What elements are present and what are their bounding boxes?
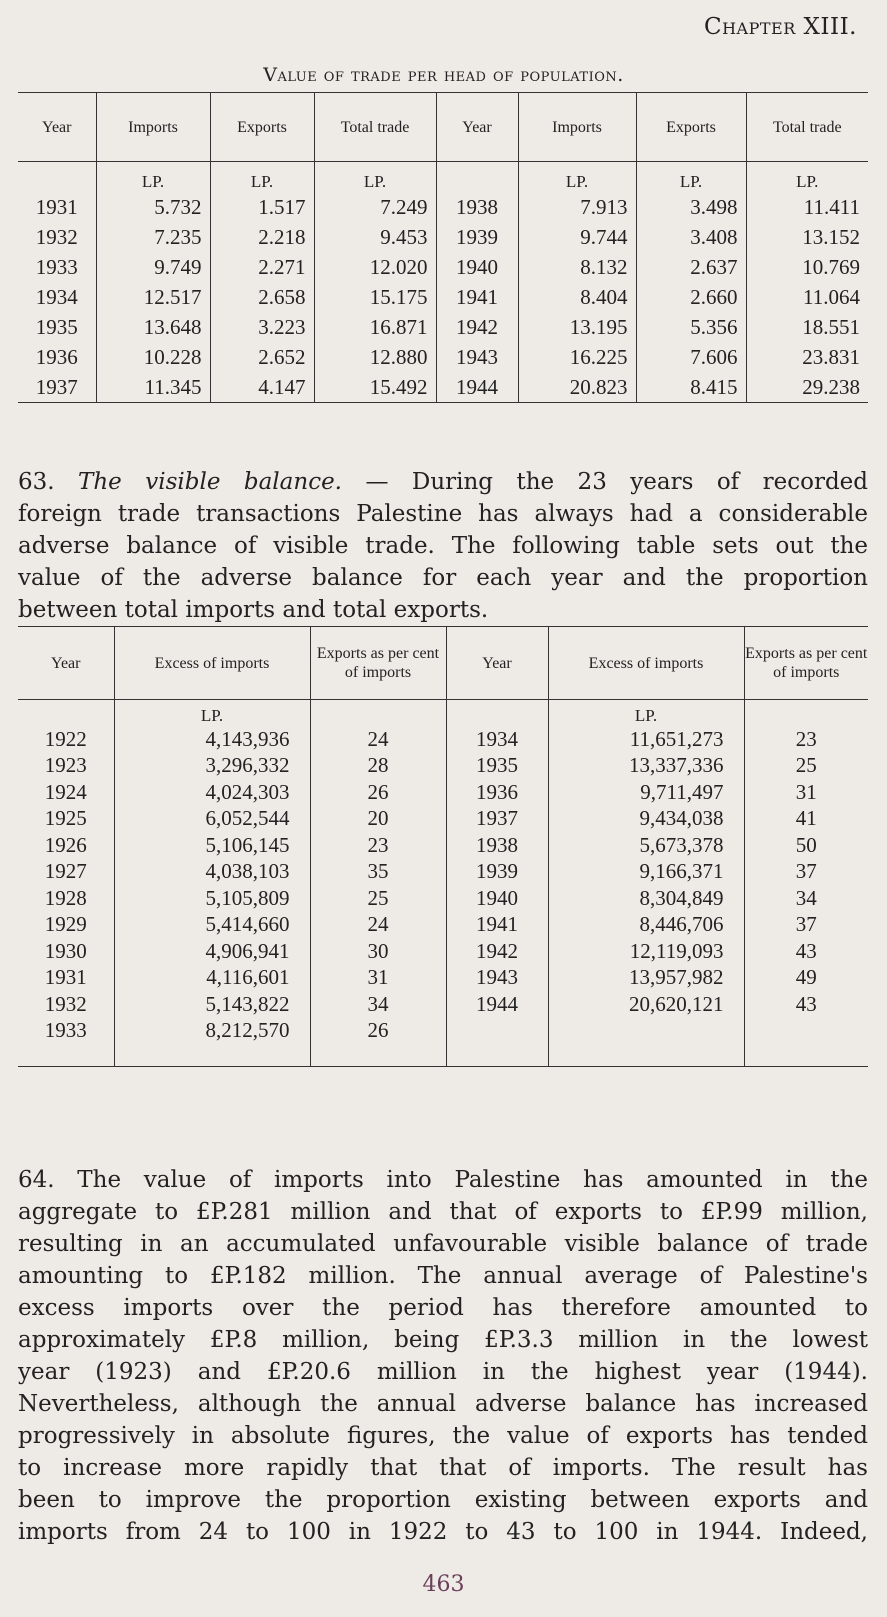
table-cell: [548, 1018, 744, 1045]
table-cell: 49: [744, 965, 868, 992]
table2-header-row: [18, 627, 868, 700]
table-cell: 2.660: [636, 282, 746, 312]
table-cell: 9.744: [518, 222, 636, 252]
table-cell: 1926: [44, 832, 87, 857]
table-cell: 1936: [35, 344, 78, 369]
table-cell: 1937: [446, 806, 548, 833]
table-cell: 18.551: [746, 312, 868, 342]
table-row: [18, 779, 868, 806]
col-header: Excess of imports: [548, 627, 744, 700]
unit-label: LP.: [746, 162, 868, 193]
paragraph-line: resulting in an accumulated unfavourable visible balance of trade: [18, 1231, 868, 1257]
table-cell: 50: [744, 832, 868, 859]
table-row: [18, 859, 868, 886]
table-cell: 4.147: [210, 372, 314, 403]
table1-header-row: [18, 93, 868, 162]
table-cell: 29.238: [746, 372, 868, 403]
table-cell: [446, 1018, 548, 1045]
table-cell: 1937: [18, 372, 96, 403]
paragraph-line: year (1923) and £P.20.6 million in the highest year (1944).: [18, 1359, 868, 1385]
table-cell: 1939: [446, 859, 548, 886]
table-cell: 3.223: [210, 312, 314, 342]
table-cell: 12.517: [96, 282, 210, 312]
col-header: Year: [436, 93, 518, 162]
table-cell: 13.648: [96, 312, 210, 342]
table-cell: 7.249: [314, 192, 436, 222]
paragraph-line: Nevertheless, although the annual adverse balance has increased: [18, 1391, 868, 1417]
table-cell: 10.769: [746, 252, 868, 282]
table-row: [18, 192, 868, 222]
table-cell: 35: [310, 859, 446, 886]
table-cell: 7.606: [636, 342, 746, 372]
unit-label: LP.: [96, 162, 210, 193]
table-cell: [744, 1018, 868, 1045]
table-cell: 11.345: [96, 372, 210, 403]
table-row: [18, 372, 868, 403]
paragraph-line: progressively in absolute figures, the value of exports has tended: [18, 1423, 868, 1449]
col-header: Exports as per cent of imports: [310, 627, 446, 700]
table-cell: 8,446,706: [548, 912, 744, 939]
table-cell: 8.415: [636, 372, 746, 403]
table-row: [18, 912, 868, 939]
table-cell: 9,711,497: [548, 779, 744, 806]
table-cell: 1924: [44, 779, 87, 804]
table-cell: 34: [310, 991, 446, 1018]
table-row: [18, 832, 868, 859]
table-cell: 2.652: [210, 342, 314, 372]
table-cell: 15.175: [314, 282, 436, 312]
paragraph-line: [18, 466, 868, 498]
table-cell: 1.517: [210, 192, 314, 222]
table-cell: 31: [744, 779, 868, 806]
col-header: Exports: [210, 93, 314, 162]
table-cell: 12.020: [314, 252, 436, 282]
table-cell: 12,119,093: [548, 938, 744, 965]
table-cell: 34: [744, 885, 868, 912]
table-cell: 11.064: [746, 282, 868, 312]
table-cell: 7.913: [518, 192, 636, 222]
table-cell: 1931: [35, 194, 78, 219]
col-header: Exports: [636, 93, 746, 162]
table-cell: 5.356: [636, 312, 746, 342]
table-cell: 31: [310, 965, 446, 992]
table-row: [18, 222, 868, 252]
table-cell: 8.404: [518, 282, 636, 312]
table-cell: 7.235: [96, 222, 210, 252]
col-header: Year: [18, 93, 96, 162]
table-cell: 24: [310, 912, 446, 939]
table-cell: 43: [744, 991, 868, 1018]
table-cell: 1938: [446, 832, 548, 859]
table-cell: 1923: [44, 753, 87, 778]
table2-unit-row: [18, 700, 868, 727]
table-cell: 26: [310, 779, 446, 806]
table-cell: 1944: [446, 991, 548, 1018]
table-cell: 9.749: [96, 252, 210, 282]
table-cell: 4,024,303: [114, 779, 310, 806]
paragraph-line: imports from 24 to 100 in 1922 to 43 to 100 in 1944. Indeed,: [18, 1519, 868, 1545]
table-cell: 1929: [44, 912, 87, 937]
unit-label: LP.: [314, 162, 436, 193]
table-cell: 1930: [44, 938, 87, 963]
unit-label: LP.: [636, 162, 746, 193]
trade-per-head-table: [18, 92, 868, 403]
table-cell: 1928: [44, 885, 87, 910]
table-cell: 4,906,941: [114, 938, 310, 965]
table-row: [18, 991, 868, 1018]
paragraph-line: between total imports and total exports.: [18, 597, 489, 623]
table-cell: 1936: [446, 779, 548, 806]
table-row: [18, 342, 868, 372]
table-cell: 1935: [446, 753, 548, 780]
table-cell: 25: [744, 753, 868, 780]
table-cell: 8.132: [518, 252, 636, 282]
table1-unit-row: [18, 162, 868, 193]
table-cell: 13.152: [746, 222, 868, 252]
chapter-heading: Chapter XIII.: [703, 14, 857, 40]
col-header: Excess of imports: [114, 627, 310, 700]
table-cell: 16.871: [314, 312, 436, 342]
paragraph-line: amounting to £P.182 million. The annual average of Palestine's: [18, 1263, 868, 1289]
paragraph-line: adverse balance of visible trade. The following table sets out the: [18, 533, 868, 559]
table-cell: 5,105,809: [114, 885, 310, 912]
table-cell: 23: [744, 726, 868, 753]
table-cell: 4,116,601: [114, 965, 310, 992]
table-cell: 13,337,336: [548, 753, 744, 780]
table-cell: 1941: [446, 912, 548, 939]
table-cell: 1927: [44, 859, 87, 884]
col-header: Total trade: [314, 93, 436, 162]
table-cell: 15.492: [314, 372, 436, 403]
paragraph-line: excess imports over the period has therefore amounted to: [18, 1295, 868, 1321]
table-cell: 1933: [44, 1018, 87, 1043]
table-cell: 1933: [35, 254, 78, 279]
table-cell: 1922: [44, 726, 87, 751]
table-cell: 2.658: [210, 282, 314, 312]
paragraph-number: 63.: [18, 469, 55, 495]
table-row: [18, 282, 868, 312]
table-cell: 1934: [446, 726, 548, 753]
table-cell: 4,038,103: [114, 859, 310, 886]
table-cell: 37: [744, 859, 868, 886]
table-row: [18, 965, 868, 992]
table-cell: 3.408: [636, 222, 746, 252]
table-cell: 1942: [446, 938, 548, 965]
table-cell: 9,166,371: [548, 859, 744, 886]
table-cell: 1938: [436, 192, 518, 222]
table-cell: 26: [310, 1018, 446, 1045]
table-cell: 10.228: [96, 342, 210, 372]
table-row: [18, 726, 868, 753]
table-cell: 1931: [44, 965, 87, 990]
table-cell: 11.411: [746, 192, 868, 222]
table-cell: 3.498: [636, 192, 746, 222]
table-cell: 2.637: [636, 252, 746, 282]
table-cell: 5,673,378: [548, 832, 744, 859]
col-header: Total trade: [746, 93, 868, 162]
table-cell: 25: [310, 885, 446, 912]
table-row: [18, 885, 868, 912]
unit-label: LP.: [114, 700, 310, 727]
table-cell: 9,434,038: [548, 806, 744, 833]
table-cell: 6,052,544: [114, 806, 310, 833]
col-header: Exports as per cent of imports: [744, 627, 868, 700]
table-row: [18, 312, 868, 342]
paragraph-line: aggregate to £P.281 million and that of exports to £P.99 million,: [18, 1199, 868, 1225]
unit-label: LP.: [210, 162, 314, 193]
paragraph-line: to increase more rapidly that that of imports. The result has: [18, 1455, 868, 1481]
table-cell: 20: [310, 806, 446, 833]
table-cell: 8,212,570: [114, 1018, 310, 1045]
table-cell: 28: [310, 753, 446, 780]
col-header: Imports: [518, 93, 636, 162]
table-spacer-row: [18, 1044, 868, 1067]
table-cell: 20.823: [518, 372, 636, 403]
table-cell: 43: [744, 938, 868, 965]
table-cell: 4,143,936: [114, 726, 310, 753]
table-cell: 24: [310, 726, 446, 753]
table-cell: 1934: [35, 284, 78, 309]
table-cell: 1935: [35, 314, 78, 339]
table-cell: 13,957,982: [548, 965, 744, 992]
table-cell: 23: [310, 832, 446, 859]
table-cell: 8,304,849: [548, 885, 744, 912]
table-cell: 16.225: [518, 342, 636, 372]
table-cell: 37: [744, 912, 868, 939]
table-cell: 41: [744, 806, 868, 833]
paragraph-63: [18, 466, 868, 626]
table-row: [18, 938, 868, 965]
table-cell: 1932: [35, 224, 78, 249]
paragraph-heading: The visible balance.: [78, 469, 342, 495]
table-cell: 2.271: [210, 252, 314, 282]
table-cell: 1944: [436, 372, 518, 403]
table-cell: 1941: [436, 282, 518, 312]
paragraph-64: [18, 1164, 868, 1548]
table-row: [18, 806, 868, 833]
table-cell: 13.195: [518, 312, 636, 342]
table-cell: 12.880: [314, 342, 436, 372]
table-cell: 1939: [436, 222, 518, 252]
paragraph-line: foreign trade transactions Palestine has always had a considerable: [18, 501, 868, 527]
table-cell: 5.732: [96, 192, 210, 222]
table-cell: 1940: [436, 252, 518, 282]
paragraph-text: — During the 23 years of recorded: [342, 469, 868, 495]
table-cell: 5,414,660: [114, 912, 310, 939]
table-cell: 11,651,273: [548, 726, 744, 753]
table-cell: 1942: [436, 312, 518, 342]
table1-title: Value of trade per head of population.: [263, 64, 624, 86]
adverse-balance-table: [18, 626, 868, 1067]
table-row: [18, 252, 868, 282]
col-header: Imports: [96, 93, 210, 162]
table-cell: 23.831: [746, 342, 868, 372]
table-cell: 1940: [446, 885, 548, 912]
table-cell: 20,620,121: [548, 991, 744, 1018]
table-row: [18, 1018, 868, 1045]
table-cell: 1943: [446, 965, 548, 992]
table-cell: 1943: [436, 342, 518, 372]
page-number: 463: [422, 1572, 465, 1597]
table-cell: 1932: [44, 991, 87, 1016]
paragraph-line: approximately £P.8 million, being £P.3.3 million in the lowest: [18, 1327, 868, 1353]
table-cell: 9.453: [314, 222, 436, 252]
paragraph-line: value of the adverse balance for each year and the proportion: [18, 565, 868, 591]
table-cell: 2.218: [210, 222, 314, 252]
unit-label: LP.: [548, 700, 744, 727]
table-cell: 1925: [44, 806, 87, 831]
table-row: [18, 753, 868, 780]
table-cell: 5,106,145: [114, 832, 310, 859]
table-cell: 3,296,332: [114, 753, 310, 780]
table-cell: 5,143,822: [114, 991, 310, 1018]
paragraph-line: been to improve the proportion existing between exports and: [18, 1487, 868, 1513]
col-header: Year: [446, 627, 548, 700]
col-header: Year: [18, 627, 114, 700]
table-cell: 30: [310, 938, 446, 965]
unit-label: LP.: [518, 162, 636, 193]
paragraph-line: 64. The value of imports into Palestine has amounted in the: [18, 1167, 868, 1193]
